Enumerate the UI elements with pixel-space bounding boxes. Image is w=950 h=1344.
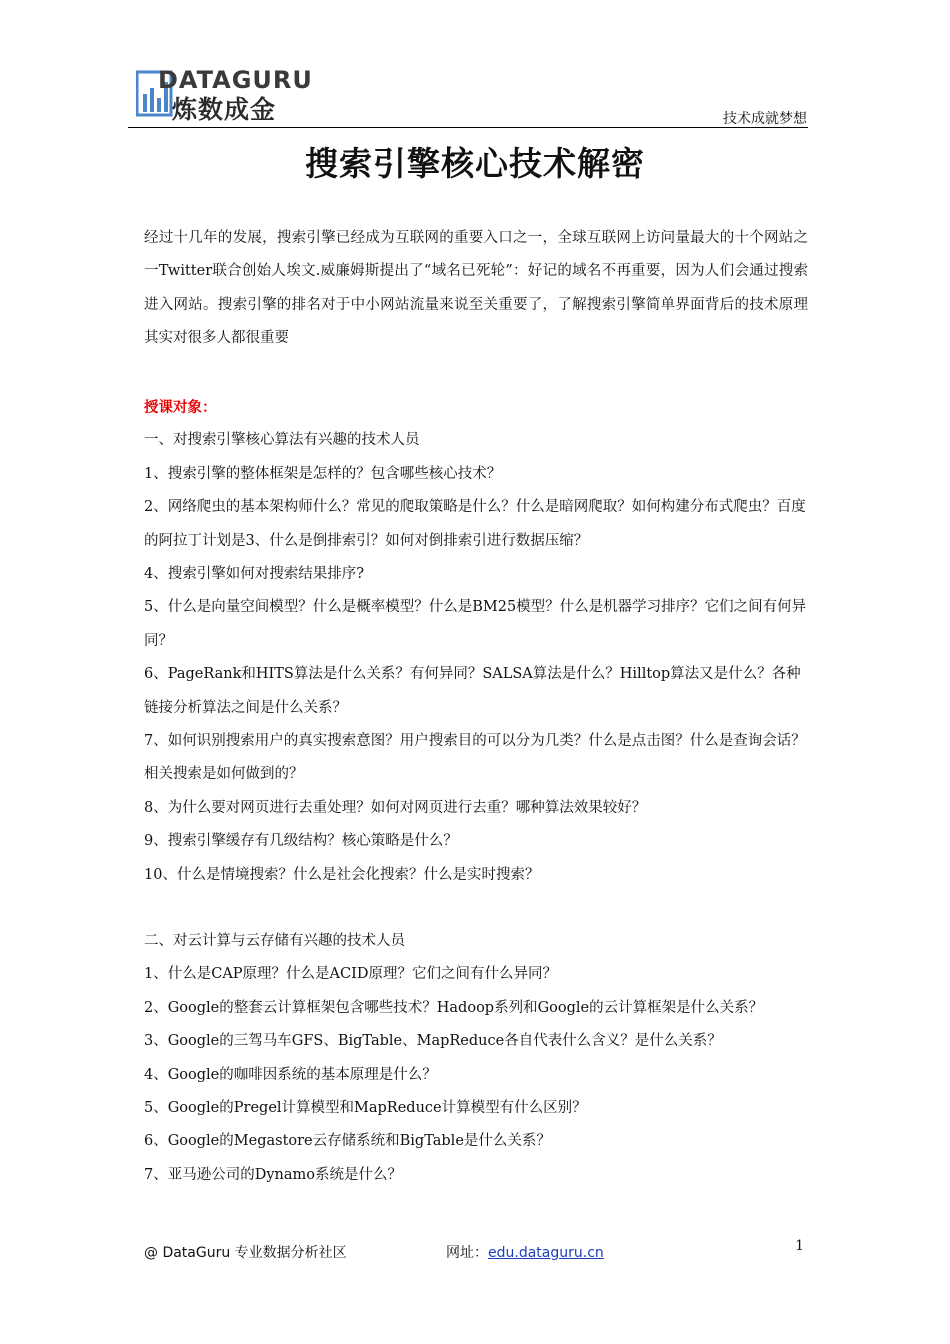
section-audience: [144, 391, 808, 892]
document-title: 搜索引擎核心技术解密: [305, 144, 645, 183]
list-item: 5、Google的Pregel计算模型和MapReduce计算模型有什么区别？: [144, 1100, 587, 1117]
intro-paragraph: 经过十几年的发展，搜索引擎已经成为互联网的重要入口之一，全球互联网上访问量最大的十个网站之一Twitter联合创始人埃文.威廉姆斯提出了“域名已死轮”：好记的域名不再重要，因为人们会通过搜索进入网站。搜索引擎的排名对于中小网站流量来说至关重要了，了解搜索引擎简单界面背后的技术原理其实对很多人都很重要: [144, 230, 808, 347]
audience-label: 授课对象：: [144, 399, 217, 416]
section2-heading: 二、对云计算与云存储有兴趣的技术人员: [144, 933, 405, 949]
list-item: 4、搜索引擎如何对搜索结果排序?: [144, 566, 364, 583]
list-item: 2、网络爬虫的基本架构师什么？常见的爬取策略是什么？什么是暗网爬取？如何构建分布式爬虫？百度的阿拉丁计划是3、什么是倒排索引？如何对倒排索引进行数据压缩？: [144, 499, 806, 549]
list-item: 6、PageRank和HITS算法是什么关系？有何异同？SALSA算法是什么？Hilltop算法又是什么？各种链接分析算法之间是什么关系？: [144, 666, 801, 716]
logo-brand-text: DATAGURU: [158, 66, 313, 94]
list-item: 7、如何识别搜索用户的真实搜索意图？用户搜索目的可以分为几类？什么是点击图？什么是查询会话？相关搜索是如何做到的？: [144, 733, 806, 783]
footer-community: @ DataGuru 专业数据分析社区: [144, 1245, 347, 1261]
dataguru-logo: [138, 66, 313, 124]
list-item: 7、亚马逊公司的Dynamo系统是什么？: [144, 1166, 403, 1183]
header-divider: [128, 127, 808, 128]
list-item: 3、Google的三驾马车GFS、BigTable、MapReduce各自代表什么含义？是什么关系？: [144, 1033, 722, 1050]
list-item: 2、Google的整套云计算框架包含哪些技术？Hadoop系列和Google的云计算框架是什么关系？: [144, 999, 764, 1016]
list-item: 9、搜索引擎缓存有几级结构？核心策略是什么？: [144, 833, 458, 850]
list-item: 4、Google的咖啡因系统的基本原理是什么？: [144, 1066, 437, 1083]
footer-url: [446, 1242, 604, 1262]
logo-sub-text: 炼数成金: [172, 95, 277, 124]
section-cloud: [144, 925, 808, 1192]
list-item: 8、为什么要对网页进行去重处理？如何对网页进行去重？哪种算法效果较好？: [144, 799, 647, 816]
list-item: 1、搜索引擎的整体框架是怎样的？包含哪些核心技术？: [144, 465, 502, 482]
footer-url-link[interactable]: edu.dataguru.cn: [488, 1245, 604, 1261]
header-tagline: 技术成就梦想: [723, 111, 807, 127]
list-item: 10、什么是情境搜索？什么是社会化搜索？什么是实时搜索？: [144, 866, 540, 883]
footer-url-label: 网址：: [446, 1245, 488, 1261]
list-item: 5、什么是向量空间模型？什么是概率模型？什么是BM25模型？什么是机器学习排序？它们之间有何异同？: [144, 599, 807, 649]
list-item: 1、什么是CAP原理？什么是ACID原理？它们之间有什么异同？: [144, 966, 557, 983]
section1-heading: 一、对搜索引擎核心算法有兴趣的技术人员: [144, 432, 420, 449]
list-item: 6、Google的Megastore云存储系统和BigTable是什么关系？: [144, 1133, 551, 1150]
page-number: 1: [795, 1238, 804, 1254]
